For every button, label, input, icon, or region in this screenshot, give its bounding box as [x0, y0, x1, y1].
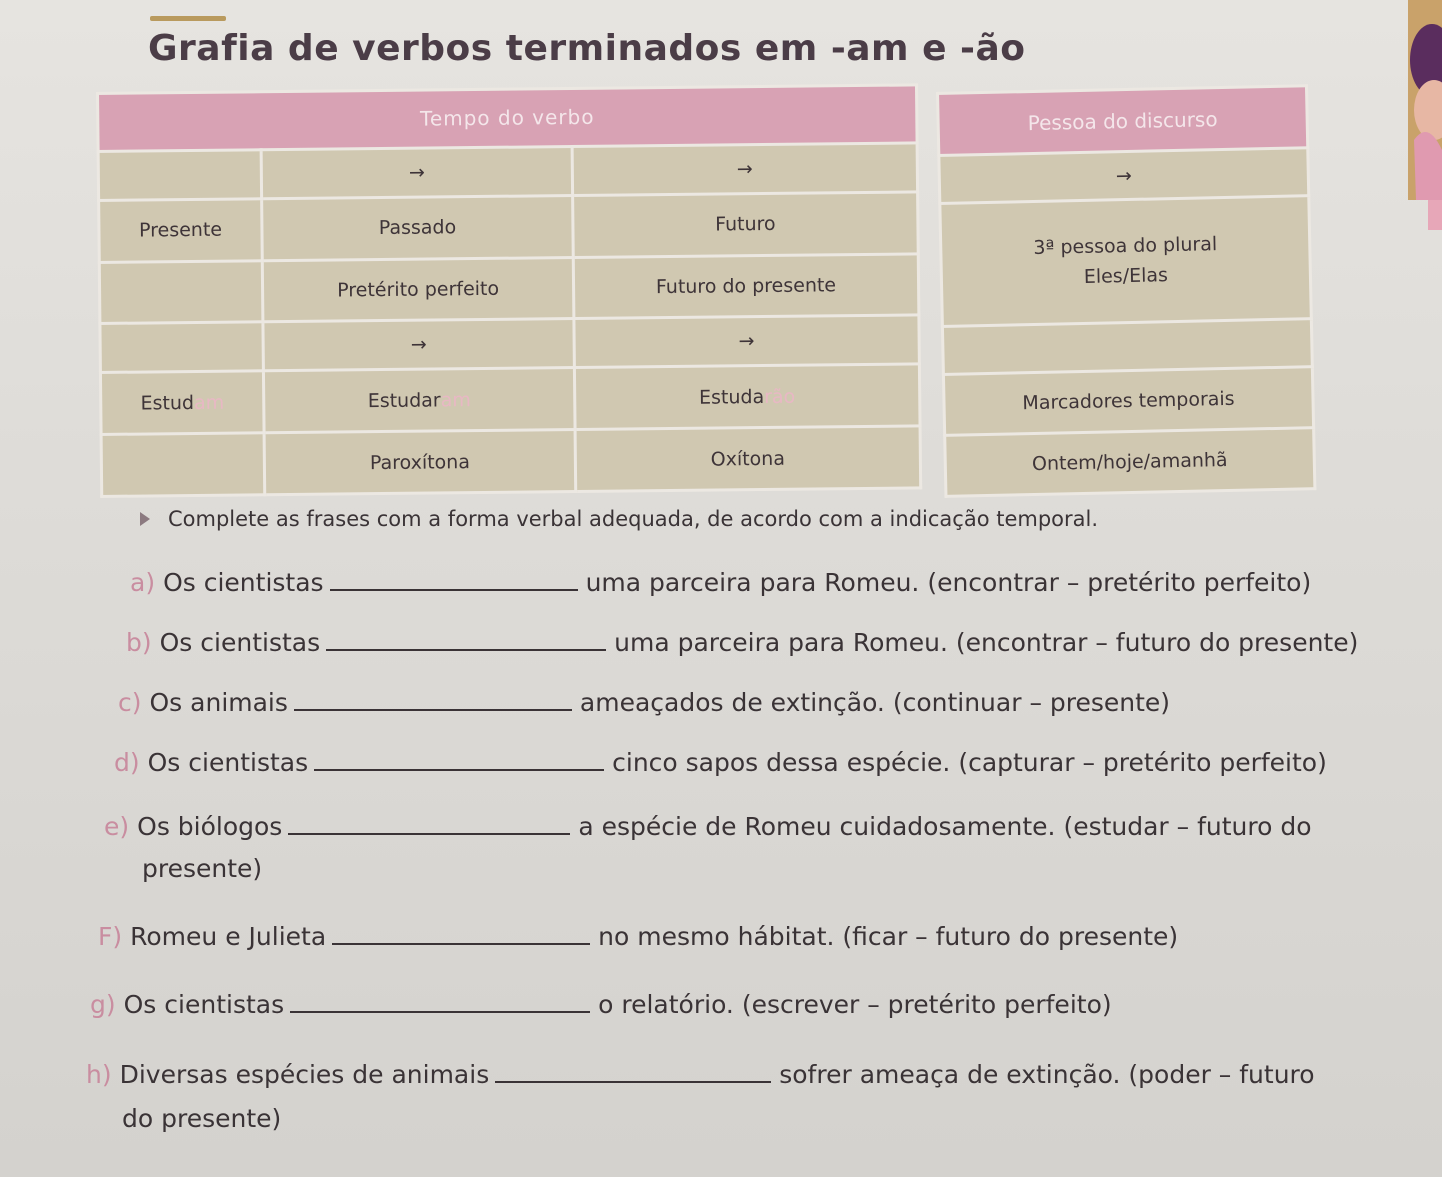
arrow-icon: →: [261, 146, 572, 198]
exercise-e-continuation: presente): [142, 854, 263, 883]
arrow-icon: →: [263, 319, 574, 371]
answer-blank[interactable]: [330, 589, 578, 591]
exercise-start: Os cientistas: [123, 990, 285, 1019]
example-futuro: [574, 364, 920, 429]
exercise-start: Os cientistas: [147, 748, 309, 777]
stress-oxitona: Oxítona: [575, 426, 921, 491]
exercise-e: [104, 812, 1312, 841]
verb-stem: Estuda: [698, 385, 765, 409]
markers-title: Marcadores temporais: [943, 366, 1313, 435]
exercise-d: [114, 748, 1327, 777]
person-cell: [940, 196, 1311, 326]
answer-blank[interactable]: [288, 833, 570, 835]
exercise-letter: e): [104, 812, 130, 841]
arrow-icon: →: [572, 142, 918, 195]
exercise-end: sofrer ameaça de extinção. (poder – futuro: [779, 1060, 1315, 1089]
answer-blank[interactable]: [326, 649, 606, 651]
verb-tense-table: [96, 83, 922, 498]
arrow-icon: →: [939, 148, 1309, 204]
verb-stem: Estudar: [367, 389, 441, 412]
title-accent-bar: [150, 16, 226, 21]
instruction: [140, 507, 1098, 531]
stress-paroxitona: Paroxítona: [264, 430, 575, 495]
exercise-end: no mesmo hábitat. (ficar – futuro do presente): [598, 922, 1179, 951]
answer-blank[interactable]: [314, 769, 604, 771]
exercise-start: Romeu e Julieta: [130, 922, 327, 951]
arrow-icon: →: [574, 315, 920, 368]
exercise-letter: d): [114, 748, 140, 777]
table-cell: [98, 149, 262, 200]
exercise-start: Os animais: [149, 688, 288, 717]
verb-ending: rão: [764, 385, 796, 408]
exercise-start: Diversas espécies de animais: [119, 1060, 490, 1089]
markers-values: Ontem/hoje/amanhã: [945, 427, 1315, 496]
table-cell: [100, 322, 264, 373]
exercise-a: [130, 568, 1311, 597]
verb-stem: Estud: [140, 391, 195, 415]
exercise-end: uma parceira para Romeu. (encontrar – pretérito perfeito): [585, 568, 1312, 597]
page-title: Grafia de verbos terminados em -am e -ão: [148, 28, 1026, 69]
exercise-start: Os biólogos: [137, 812, 283, 841]
tense-passado: Passado: [262, 195, 573, 260]
exercise-letter: F): [98, 922, 123, 951]
exercise-h-continuation: do presente): [122, 1104, 282, 1133]
answer-blank[interactable]: [332, 943, 590, 945]
tense-name-futuro: Futuro do presente: [573, 253, 919, 318]
exercise-start: Os cientistas: [163, 568, 324, 597]
stress-empty: [101, 433, 265, 497]
tense-presente: Presente: [99, 199, 263, 262]
example-passado: [264, 368, 575, 433]
exercise-end: a espécie de Romeu cuidadosamente. (estudar – futuro do: [578, 812, 1312, 841]
exercise-end: ameaçados de extinção. (continuar – presente): [579, 688, 1171, 717]
person-pronouns: Eles/Elas: [1083, 264, 1169, 288]
answer-blank[interactable]: [495, 1081, 771, 1083]
example-presente: [100, 371, 264, 434]
exercise-letter: h): [86, 1060, 112, 1089]
person-label: 3ª pessoa do plural: [1033, 233, 1218, 259]
exercise-letter: g): [90, 990, 116, 1019]
tense-name-empty: [99, 260, 263, 323]
answer-blank[interactable]: [294, 709, 572, 711]
illustration-character: [1388, 0, 1442, 240]
exercise-end: cinco sapos dessa espécie. (capturar – pretérito perfeito): [612, 748, 1327, 777]
tense-futuro: Futuro: [572, 192, 918, 257]
exercise-b: [126, 628, 1358, 657]
bullet-arrow-icon: [140, 512, 150, 526]
exercise-f: [98, 922, 1178, 951]
tense-name-preterito: Pretérito perfeito: [263, 257, 574, 322]
exercise-c: [118, 688, 1170, 717]
exercise-end: uma parceira para Romeu. (encontrar – futuro do presente): [614, 628, 1359, 657]
exercise-letter: c): [118, 688, 142, 717]
table-header-tempo: Tempo do verbo: [98, 85, 918, 151]
exercise-start: Os cientistas: [159, 628, 321, 657]
answer-blank[interactable]: [290, 1011, 590, 1013]
verb-ending: am: [193, 391, 225, 414]
exercise-end: o relatório. (escrever – pretérito perfeito): [598, 990, 1112, 1019]
exercise-letter: a): [130, 568, 156, 597]
exercise-g: [90, 990, 1112, 1019]
table-header-pessoa: Pessoa do discurso: [938, 86, 1308, 156]
exercise-letter: b): [126, 628, 152, 657]
instruction-text: Complete as frases com a forma verbal adequada, de acordo com a indicação temporal.: [168, 507, 1099, 531]
verb-ending: am: [440, 388, 471, 412]
person-table: [936, 84, 1316, 498]
table-cell: [942, 318, 1312, 374]
exercise-h: [86, 1060, 1315, 1089]
